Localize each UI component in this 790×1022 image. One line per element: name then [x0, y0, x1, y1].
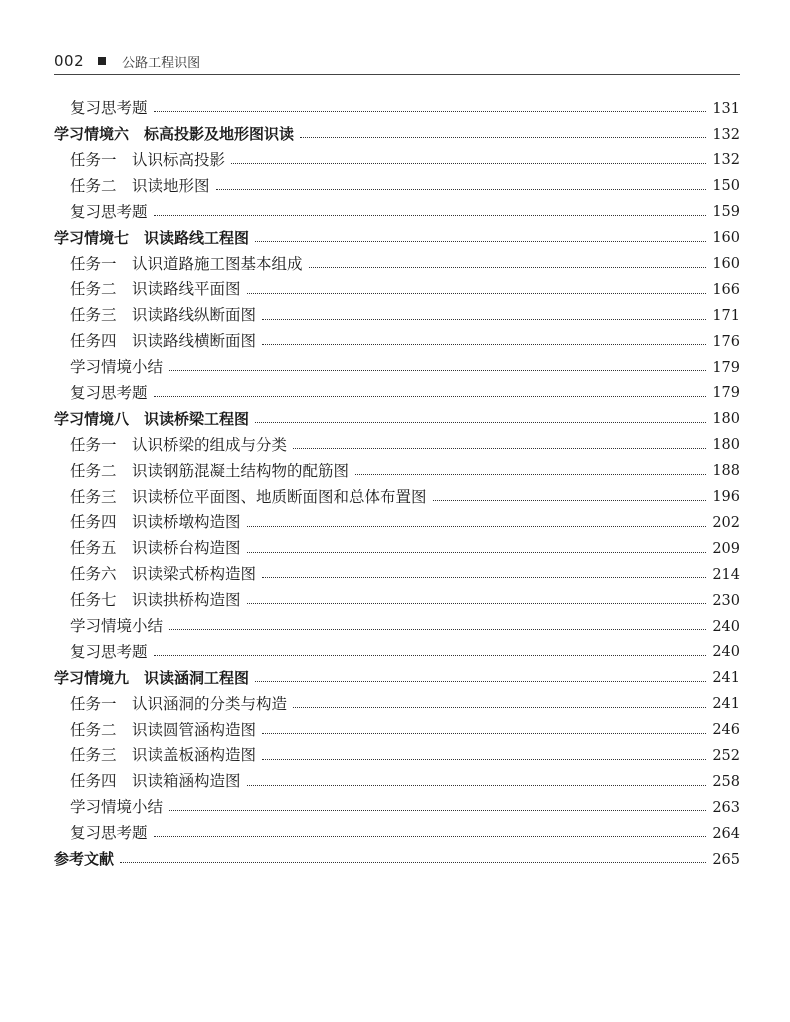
toc-entry-page: 241 [712, 670, 740, 687]
toc-entry-page: 180 [712, 411, 740, 428]
toc-section-entry[interactable] [54, 614, 740, 640]
dot-leader [231, 163, 706, 164]
toc-entry-label: 学习情境六 标高投影及地形图识读 [54, 125, 295, 144]
toc-section-entry[interactable] [54, 717, 740, 743]
toc-entry-label: 复习思考题 [70, 202, 148, 221]
toc-entry-page: 240 [712, 644, 740, 661]
dot-leader [309, 267, 706, 268]
dot-leader [262, 733, 706, 734]
toc-entry-label: 任务一 认识标高投影 [70, 150, 226, 169]
toc-entry-page: 179 [712, 385, 740, 402]
dot-leader [247, 603, 706, 604]
toc-section-entry[interactable] [54, 200, 740, 226]
toc-section-entry[interactable] [54, 484, 740, 510]
book-title: 公路工程识图 [122, 55, 201, 71]
dot-leader [247, 293, 706, 294]
dot-leader [154, 836, 706, 837]
dot-leader [255, 681, 706, 682]
toc-chapter-entry[interactable] [54, 225, 740, 251]
toc-entry-page: 179 [712, 359, 740, 376]
toc-chapter-entry[interactable] [54, 407, 740, 433]
dot-leader [433, 500, 706, 501]
toc-entry-label: 学习情境小结 [70, 358, 164, 377]
toc-section-entry[interactable] [54, 769, 740, 795]
dot-leader [262, 319, 706, 320]
toc-section-entry[interactable] [54, 303, 740, 329]
toc-entry-page: 150 [712, 178, 740, 195]
toc-section-entry[interactable] [54, 277, 740, 303]
toc-section-entry[interactable] [54, 588, 740, 614]
toc-entry-page: 230 [712, 592, 740, 609]
toc-entry-label: 任务四 识读箱涵构造图 [70, 772, 241, 791]
toc-entry-label: 任务三 识读桥位平面图、地质断面图和总体布置图 [70, 487, 427, 506]
toc-entry-label: 任务二 识读路线平面图 [70, 280, 241, 299]
toc-entry-label: 任务一 认识道路施工图基本组成 [70, 254, 303, 273]
dot-leader [169, 370, 706, 371]
toc-entry-page: 132 [712, 152, 740, 169]
toc-entry-page: 159 [712, 204, 740, 221]
dot-leader [154, 215, 706, 216]
toc-entry-label: 任务二 识读圆管涵构造图 [70, 720, 257, 739]
toc-section-entry[interactable] [54, 381, 740, 407]
dot-leader [293, 707, 706, 708]
toc-entry-page: 246 [712, 722, 740, 739]
toc-entry-label: 复习思考题 [70, 383, 148, 402]
toc-section-entry[interactable] [54, 691, 740, 717]
dot-leader [247, 526, 706, 527]
dot-leader [262, 344, 706, 345]
toc-entry-page: 241 [712, 696, 740, 713]
toc-entry-page: 160 [712, 256, 740, 273]
toc-entry-page: 171 [712, 307, 740, 324]
table-of-contents [54, 96, 740, 873]
toc-entry-page: 258 [712, 773, 740, 790]
toc-entry-label: 学习情境小结 [70, 798, 164, 817]
toc-section-entry[interactable] [54, 174, 740, 200]
dot-leader [247, 785, 706, 786]
dot-leader [169, 629, 706, 630]
toc-section-entry[interactable] [54, 96, 740, 122]
toc-entry-page: 265 [712, 851, 740, 868]
header-divider [54, 74, 740, 75]
dot-leader [255, 422, 706, 423]
toc-section-entry[interactable] [54, 458, 740, 484]
dot-leader [216, 189, 706, 190]
dot-leader [154, 396, 706, 397]
toc-entry-label: 任务一 认识桥梁的组成与分类 [70, 435, 288, 454]
toc-entry-label: 任务四 识读路线横断面图 [70, 332, 257, 351]
toc-section-entry[interactable] [54, 743, 740, 769]
toc-section-entry[interactable] [54, 640, 740, 666]
toc-section-entry[interactable] [54, 433, 740, 459]
dot-leader [169, 810, 706, 811]
toc-entry-label: 复习思考题 [70, 824, 148, 843]
square-bullet-icon [98, 57, 106, 65]
toc-section-entry[interactable] [54, 821, 740, 847]
toc-entry-page: 180 [712, 437, 740, 454]
toc-entry-page: 214 [712, 566, 740, 583]
toc-entry-label: 任务二 识读钢筋混凝土结构物的配筋图 [70, 461, 350, 480]
toc-entry-page: 132 [712, 126, 740, 143]
toc-entry-page: 176 [712, 333, 740, 350]
dot-leader [262, 759, 706, 760]
toc-entry-page: 202 [712, 514, 740, 531]
dot-leader [255, 241, 706, 242]
toc-chapter-entry[interactable] [54, 122, 740, 148]
toc-entry-label: 学习情境小结 [70, 617, 164, 635]
toc-section-entry[interactable] [54, 329, 740, 355]
toc-entry-label: 学习情境九 识读涵洞工程图 [54, 669, 250, 688]
page-number: 002 [54, 52, 85, 70]
dot-leader [293, 448, 706, 449]
toc-entry-page: 252 [712, 747, 740, 764]
toc-chapter-entry[interactable] [54, 666, 740, 692]
toc-entry-label: 任务七 识读拱桥构造图 [70, 591, 241, 610]
toc-entry-page: 209 [712, 540, 740, 557]
dot-leader [300, 137, 706, 138]
dot-leader [154, 111, 706, 112]
toc-section-entry[interactable] [54, 562, 740, 588]
toc-chapter-entry[interactable] [54, 847, 740, 873]
toc-section-entry[interactable] [54, 536, 740, 562]
toc-entry-label: 学习情境七 识读路线工程图 [54, 228, 250, 247]
dot-leader [355, 474, 706, 475]
dot-leader [120, 862, 706, 863]
toc-entry-label: 任务一 认识涵洞的分类与构造 [70, 694, 288, 713]
toc-entry-page: 264 [712, 825, 740, 842]
toc-entry-page: 196 [712, 489, 740, 506]
dot-leader [262, 577, 706, 578]
toc-section-entry[interactable] [54, 355, 740, 381]
toc-entry-label: 参考文献 [54, 850, 115, 869]
toc-entry-label: 任务六 识读梁式桥构造图 [70, 565, 257, 584]
toc-entry-page: 240 [712, 618, 740, 635]
toc-section-entry[interactable] [54, 251, 740, 277]
dot-leader [247, 552, 706, 553]
toc-entry-page: 263 [712, 799, 740, 816]
toc-section-entry[interactable] [54, 148, 740, 174]
toc-section-entry[interactable] [54, 795, 740, 821]
toc-entry-label: 复习思考题 [70, 642, 148, 661]
toc-entry-page: 131 [712, 100, 740, 117]
toc-section-entry[interactable] [54, 510, 740, 536]
dot-leader [154, 655, 706, 656]
toc-entry-page: 188 [712, 463, 740, 480]
toc-entry-label: 任务五 识读桥台构造图 [70, 539, 241, 558]
toc-entry-label: 任务二 识读地形图 [70, 176, 210, 195]
toc-entry-label: 任务三 识读盖板涵构造图 [70, 746, 257, 765]
toc-entry-label: 学习情境八 识读桥梁工程图 [54, 410, 250, 429]
toc-entry-label: 复习思考题 [70, 99, 148, 118]
toc-entry-page: 166 [712, 281, 740, 298]
toc-entry-page: 160 [712, 230, 740, 247]
toc-entry-label: 任务四 识读桥墩构造图 [70, 513, 241, 532]
toc-entry-label: 任务三 识读路线纵断面图 [70, 306, 257, 325]
running-header [54, 50, 740, 72]
